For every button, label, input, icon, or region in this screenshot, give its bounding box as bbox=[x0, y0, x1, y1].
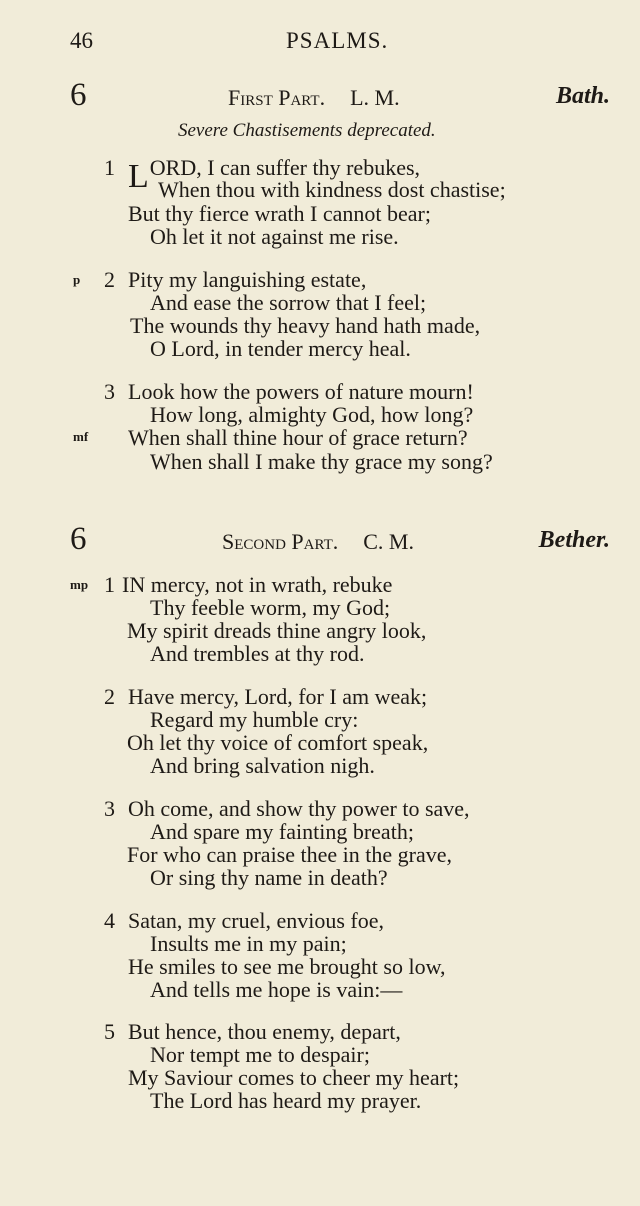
verse-line: Or sing thy name in death? bbox=[150, 865, 388, 890]
part-heading bbox=[222, 529, 414, 555]
psalm-number: 6 bbox=[70, 77, 87, 113]
drop-cap: L bbox=[128, 158, 149, 195]
tune-name: Bath. bbox=[555, 83, 610, 109]
verse-line: My spirit dreads thine angry look, bbox=[127, 618, 427, 643]
verse-line: When thou with kindness dost chastise; bbox=[158, 177, 506, 202]
dynamic-marking: p bbox=[73, 272, 81, 287]
verse-number: 2 bbox=[104, 684, 115, 709]
tune-name: Bether. bbox=[538, 527, 610, 553]
verse-line: Insults me in my pain; bbox=[150, 931, 347, 956]
psalm-number: 6 bbox=[70, 521, 87, 557]
verse-line: And spare my fainting breath; bbox=[150, 819, 414, 844]
verse-number: 4 bbox=[104, 908, 115, 933]
running-head: PSALMS. bbox=[286, 28, 389, 53]
part-label: Second Part. bbox=[222, 529, 339, 554]
verse-line: Oh let it not against me rise. bbox=[150, 224, 399, 249]
dynamic-marking: mp bbox=[70, 577, 89, 592]
verse-line: Oh let thy voice of comfort speak, bbox=[127, 730, 429, 755]
verse-line: O Lord, in tender mercy heal. bbox=[150, 336, 411, 361]
dynamic-marking: mf bbox=[73, 429, 89, 444]
verse-number: 3 bbox=[104, 379, 115, 404]
verse-line: And trembles at thy rod. bbox=[150, 641, 365, 666]
verse-number: 3 bbox=[104, 796, 115, 821]
meter-label: L. M. bbox=[350, 85, 400, 110]
verse-line: But hence, thou enemy, depart, bbox=[128, 1019, 401, 1044]
verse-line: Nor tempt me to despair; bbox=[150, 1042, 370, 1067]
verse-line: When shall thine hour of grace return? bbox=[128, 425, 468, 450]
verse-line: The Lord has heard my prayer. bbox=[150, 1088, 422, 1113]
verse-line: And ease the sorrow that I feel; bbox=[150, 290, 427, 315]
verse-line: And bring salvation nigh. bbox=[150, 753, 375, 778]
verse-line: Satan, my cruel, envious foe, bbox=[128, 908, 384, 933]
verse-line: The wounds thy heavy hand hath made, bbox=[130, 313, 481, 338]
verse-line: Thy feeble worm, my God; bbox=[150, 595, 391, 620]
verse-line: How long, almighty God, how long? bbox=[150, 402, 474, 427]
part-heading bbox=[228, 85, 400, 111]
meter-label: C. M. bbox=[363, 529, 414, 554]
verse-number: 2 bbox=[104, 267, 115, 292]
hymn-subtitle: Severe Chastisements deprecated. bbox=[178, 120, 436, 141]
verse-line: LORD, I can suffer thy rebukes, bbox=[128, 155, 421, 195]
verse-line: Regard my humble cry: bbox=[150, 707, 359, 732]
verse-line: But thy fierce wrath I cannot bear; bbox=[128, 201, 431, 226]
verse-line: And tells me hope is vain:— bbox=[150, 977, 403, 1002]
part-label: First Part. bbox=[228, 85, 326, 110]
page-number: 46 bbox=[70, 28, 93, 53]
verse-line: Have mercy, Lord, for I am weak; bbox=[128, 684, 428, 709]
verse-number: 1 bbox=[104, 572, 115, 597]
verse-line: For who can praise thee in the grave, bbox=[127, 842, 452, 867]
verse-number: 5 bbox=[104, 1019, 115, 1044]
verse-line: He smiles to see me brought so low, bbox=[128, 954, 446, 979]
verse-line: Pity my languishing estate, bbox=[128, 267, 367, 292]
verse-line: Oh come, and show thy power to save, bbox=[128, 796, 470, 821]
verse-line: Look how the powers of nature mourn! bbox=[128, 379, 474, 404]
verse-number: 1 bbox=[104, 155, 115, 180]
verse-line: When shall I make thy grace my song? bbox=[150, 449, 493, 474]
verse-line: My Saviour comes to cheer my heart; bbox=[128, 1065, 460, 1090]
verse-line: IN mercy, not in wrath, rebuke bbox=[122, 572, 393, 597]
